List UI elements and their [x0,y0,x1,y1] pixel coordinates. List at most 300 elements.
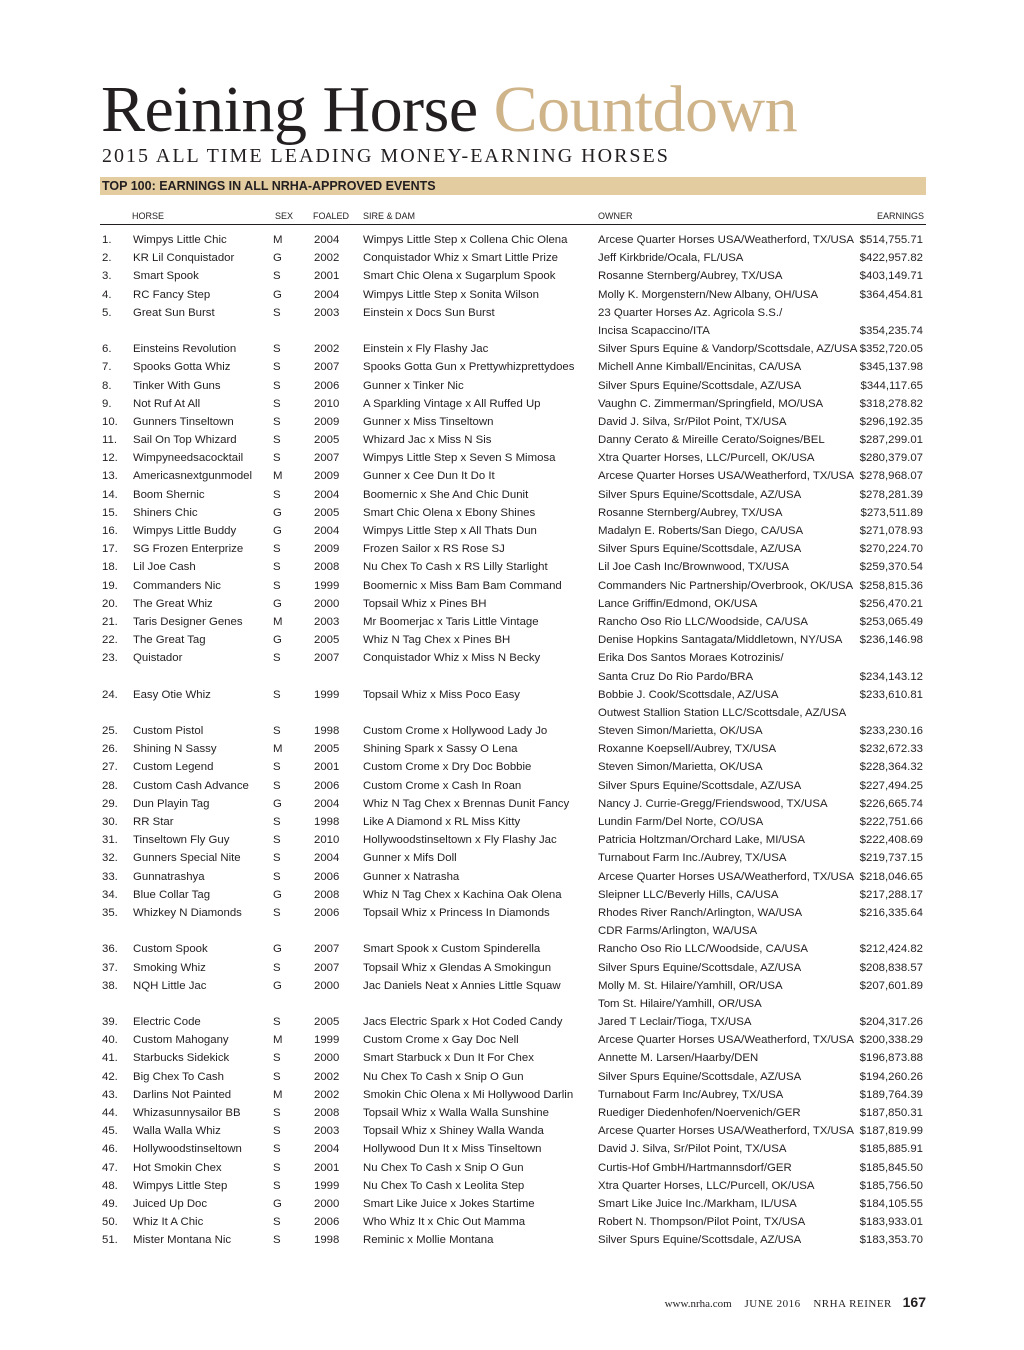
sire-dam: Wimpys Little Step x Collena Chic Olena [363,234,568,246]
foaled-year: 1998 [314,816,340,828]
sire-dam: Nu Chex To Cash x Snip O Gun [363,1070,524,1083]
owner: Rancho Oso Rio LLC/Woodside, CA/USA [598,615,808,628]
foaled-year: 2006 [314,379,340,392]
foaled-year: 2003 [314,1125,340,1138]
earnings: $207,601.89 [859,979,923,992]
horse-name: Great Sun Burst [133,306,215,319]
rank: 12. [102,452,118,465]
horse-name: Hot Smokin Chex [133,1161,222,1174]
rank: 4. [102,288,112,301]
horse-name: Whiz It A Chic [133,1216,204,1229]
earnings: $218,046.65 [859,870,923,883]
header-rule [100,224,926,225]
foaled-year: 2006 [314,906,340,919]
foaled-year: 2007 [314,452,340,465]
owner: Robert N. Thompson/Pilot Point, TX/USA [598,1216,806,1229]
sire-dam: Spooks Gotta Gun x Prettywhizprettydoes [363,361,575,374]
horse-name: Smoking Whiz [133,961,206,974]
table-row [0,1013,1024,1031]
section-band [100,177,926,195]
sire-dam: Jacs Electric Spark x Hot Coded Candy [363,1016,563,1029]
foaled-year: 2009 [314,543,340,556]
earnings: $278,968.07 [859,470,923,483]
foaled-year: 2008 [314,1107,340,1119]
rank: 23. [102,652,118,665]
owner: Patricia Holtzman/Orchard Lake, MI/USA [598,834,806,847]
horse-sex: S [273,1125,281,1138]
earnings: $258,815.36 [859,579,923,592]
owner: Danny Cerato & Mireille Cerato/Soignes/BEL [598,434,825,447]
horse-sex: S [273,306,281,319]
earnings: $232,672.33 [859,743,923,756]
table-row [0,1159,1024,1177]
owner: Smart Like Juice Inc./Markham, IL/USA [598,1197,797,1210]
table-row [0,504,1024,522]
owner: Commanders Nic Partnership/Overbrook, OK/USA [598,579,854,592]
horse-sex: G [273,634,282,647]
rank: 11. [102,434,117,447]
owner: Arcese Quarter Horses USA/Weatherford, TX/USA [598,234,854,246]
foaled-year: 2004 [314,488,340,501]
foaled-year: 2009 [314,470,340,483]
sire-dam: Topsail Whiz x Shiney Walla Wanda [363,1125,544,1138]
foaled-year: 2006 [314,1216,340,1229]
earnings: $226,665.74 [859,797,923,810]
sire-dam: Topsail Whiz x Walla Walla Sunshine [363,1107,549,1119]
foaled-year: 2001 [314,1161,340,1174]
table-row [0,649,1024,667]
earnings: $185,756.50 [859,1179,923,1192]
horse-sex: S [273,961,281,974]
earnings: $200,338.29 [859,1034,923,1047]
earnings: $184,105.55 [859,1197,923,1210]
horse-name: The Great Tag [133,634,206,647]
rank: 7. [102,361,112,374]
horse-name: Americasnextgunmodel [133,470,253,483]
horse-sex: S [273,561,281,574]
horse-sex: M [273,1034,283,1047]
table-row [0,249,1024,267]
foaled-year: 2000 [314,1052,340,1065]
horse-sex: G [273,797,282,810]
header-foaled: FOALED [313,211,350,221]
earnings: $259,370.54 [859,561,923,574]
sire-dam: Like A Diamond x RL Miss Kitty [363,816,521,828]
rank: 35. [102,906,118,919]
rank: 36. [102,943,118,956]
horse-name: Wimpys Little Chic [133,234,227,246]
owner: Silver Spurs Equine/Scottsdale, AZ/USA [598,379,802,392]
sire-dam: Topsail Whiz x Miss Poco Easy [363,688,520,701]
horse-sex: S [273,652,281,665]
earnings: $185,885.91 [859,1143,923,1156]
table-row [0,849,1024,867]
sire-dam: Smart Like Juice x Jokes Startime [363,1197,535,1210]
rank: 38. [102,979,118,992]
owner: Rosanne Sternberg/Aubrey, TX/USA [598,506,783,519]
table-row [0,1213,1024,1231]
page-number: 167 [902,1294,926,1310]
earnings-table [0,231,1024,1250]
footer-magazine: NRHA REINER [813,1298,892,1310]
table-row [0,922,1024,940]
page-footer [665,1294,926,1310]
table-row [0,868,1024,886]
horse-sex: S [273,1216,281,1229]
table-row [0,377,1024,395]
title-accent: Countdown [493,73,798,146]
rank: 31. [102,834,118,847]
footer-date: JUNE 2016 [744,1298,801,1310]
table-row [0,831,1024,849]
table-row [0,704,1024,722]
owner: Bobbie J. Cook/Scottsdale, AZ/USA [598,688,779,701]
rank: 50. [102,1216,118,1229]
owner: Incisa Scapaccino/ITA [598,324,710,337]
horse-name: Gunners Special Nite [133,852,241,865]
table-row [0,613,1024,631]
rank: 1. [102,234,112,246]
earnings: $222,751.66 [859,816,923,828]
horse-name: Wimpys Little Step [133,1179,228,1192]
horse-name: Gunnatrashya [133,870,205,883]
horse-sex: S [273,761,281,774]
rank: 29. [102,797,118,810]
rank: 18. [102,561,118,574]
rank: 20. [102,597,118,610]
owner: Silver Spurs Equine/Scottsdale, AZ/USA [598,1234,802,1247]
horse-sex: G [273,525,282,537]
table-row [0,231,1024,249]
header-sire-dam: SIRE & DAM [363,211,416,221]
owner: Vaughn C. Zimmerman/Springfield, MO/USA [598,397,824,410]
table-row [0,286,1024,304]
horse-sex: G [273,888,282,901]
earnings: $345,137.98 [859,361,923,374]
rank: 40. [102,1034,118,1047]
table-row [0,631,1024,649]
horse-sex: G [273,288,282,301]
footer-url: www.nrha.com [664,1298,732,1310]
earnings: $273,511.89 [860,506,923,519]
foaled-year: 2004 [314,852,340,865]
foaled-year: 2000 [314,597,340,610]
rank: 45. [102,1125,118,1138]
horse-sex: S [273,1234,281,1247]
rank: 51. [102,1234,118,1247]
foaled-year: 1998 [314,725,340,738]
earnings: $280,379.07 [859,452,923,465]
horse-name: SG Frozen Enterprize [133,543,244,556]
horse-sex: G [273,597,282,610]
sire-dam: Topsail Whiz x Princess In Diamonds [363,906,550,919]
horse-name: Custom Mahogany [133,1034,229,1047]
owner: Molly K. Morgenstern/New Albany, OH/USA [598,288,819,301]
sire-dam: Gunner x Mifs Doll [363,852,457,865]
sire-dam: Reminic x Mollie Montana [363,1234,494,1247]
rank: 3. [102,270,112,283]
horse-name: Big Chex To Cash [133,1070,224,1083]
foaled-year: 1998 [314,1234,340,1247]
sire-dam: Gunner x Miss Tinseltown [363,415,494,428]
horse-name: Wimpys Little Buddy [133,525,237,537]
table-row [0,577,1024,595]
horse-sex: S [273,579,281,592]
foaled-year: 2003 [314,615,340,628]
horse-name: Whizasunnysailor BB [133,1107,241,1119]
table-row [0,340,1024,358]
earnings: $228,364.32 [859,761,923,774]
earnings: $271,078.93 [859,525,923,537]
rank: 14. [102,488,118,501]
sire-dam: Topsail Whiz x Glendas A Smokingun [363,961,552,974]
horse-name: RR Star [133,816,174,828]
rank: 30. [102,816,118,828]
earnings: $194,260.26 [859,1070,923,1083]
owner: Michell Anne Kimball/Encinitas, CA/USA [598,361,802,374]
earnings: $422,957.82 [859,252,923,265]
owner: Lil Joe Cash Inc/Brownwood, TX/USA [598,561,789,574]
table-row [0,540,1024,558]
foaled-year: 2005 [314,434,340,447]
rank: 47. [102,1161,118,1174]
owner: Arcese Quarter Horses USA/Weatherford, TX/USA [598,870,854,883]
sire-dam: Who Whiz It x Chic Out Mamma [363,1216,526,1229]
rank: 27. [102,761,118,774]
earnings: $253,065.49 [859,615,923,628]
rank: 28. [102,779,118,792]
sire-dam: Gunner x Tinker Nic [363,379,464,392]
table-row [0,1195,1024,1213]
table-header [100,211,926,223]
horse-name: Darlins Not Painted [133,1088,232,1101]
earnings: $233,610.81 [859,688,923,701]
rank: 49. [102,1197,118,1210]
earnings: $196,873.88 [859,1052,923,1065]
sire-dam: Gunner x Cee Dun It Do It [363,470,495,483]
owner: Sleipner LLC/Beverly Hills, CA/USA [598,888,779,901]
foaled-year: 2004 [314,797,340,810]
owner: Nancy J. Currie-Gregg/Friendswood, TX/USA [598,797,828,810]
owner: Steven Simon/Marietta, OK/USA [598,761,763,774]
earnings: $212,424.82 [859,943,923,956]
table-row [0,777,1024,795]
foaled-year: 2007 [314,961,340,974]
sire-dam: Smokin Chic Olena x Mi Hollywood Darlin [363,1088,574,1101]
rank: 19. [102,579,118,592]
table-row [0,1231,1024,1249]
table-row [0,995,1024,1013]
rank: 46. [102,1143,118,1156]
horse-name: Custom Legend [133,761,214,774]
foaled-year: 2006 [314,870,340,883]
sire-dam: Einstein x Docs Sun Burst [363,306,495,319]
owner: Denise Hopkins Santagata/Middletown, NY/USA [598,634,843,647]
horse-name: Easy Otie Whiz [133,688,211,701]
foaled-year: 2007 [314,652,340,665]
horse-sex: S [273,852,281,865]
table-row [0,904,1024,922]
owner: Santa Cruz Do Rio Pardo/BRA [598,670,754,683]
horse-name: Custom Pistol [133,725,204,738]
horse-sex: G [273,943,282,956]
earnings: $187,850.31 [859,1107,923,1119]
rank: 17. [102,543,118,556]
earnings: $208,838.57 [859,961,923,974]
horse-sex: S [273,816,281,828]
table-row [0,959,1024,977]
horse-sex: S [273,379,281,392]
table-row [0,886,1024,904]
earnings: $233,230.16 [859,725,923,738]
horse-sex: S [273,397,281,410]
sire-dam: Smart Spook x Custom Spinderella [363,943,541,956]
owner: Outwest Stallion Station LLC/Scottsdale, AZ/USA [598,706,847,719]
sire-dam: Wimpys Little Step x All Thats Dun [363,525,537,537]
owner: Ruediger Diedenhofen/Noervenich/GER [598,1107,801,1119]
owner: Rancho Oso Rio LLC/Woodside, CA/USA [598,943,808,956]
earnings: $183,353.70 [859,1234,923,1247]
horse-name: Quistador [133,652,183,665]
earnings: $189,764.39 [859,1088,923,1101]
horse-name: Whizkey N Diamonds [133,906,242,919]
horse-sex: G [273,1197,282,1210]
sire-dam: Nu Chex To Cash x Snip O Gun [363,1161,524,1174]
foaled-year: 2000 [314,979,340,992]
sire-dam: Hollywood Dun It x Miss Tinseltown [363,1143,542,1156]
earnings: $187,819.99 [859,1125,923,1138]
rank: 2. [102,252,112,265]
foaled-year: 2005 [314,743,340,756]
sire-dam: Boomernic x Miss Bam Bam Command [363,579,562,592]
table-row [0,1031,1024,1049]
earnings: $222,408.69 [859,834,923,847]
foaled-year: 2002 [314,252,340,265]
foaled-year: 2009 [314,415,340,428]
table-row [0,395,1024,413]
horse-sex: S [273,488,281,501]
owner: Molly M. St. Hilaire/Yamhill, OR/USA [598,979,783,992]
earnings: $185,845.50 [859,1161,923,1174]
foaled-year: 1999 [314,1179,340,1192]
sire-dam: Frozen Sailor x RS Rose SJ [363,543,505,556]
header-owner: OWNER [598,211,633,221]
horse-sex: S [273,415,281,428]
earnings: $514,755.71 [859,234,923,246]
rank: 44. [102,1107,118,1119]
horse-sex: M [273,470,283,483]
rank: 8. [102,379,112,392]
horse-sex: S [273,270,281,283]
earnings: $204,317.26 [859,1016,923,1029]
owner: Steven Simon/Marietta, OK/USA [598,725,763,738]
owner: Silver Spurs Equine/Scottsdale, AZ/USA [598,543,802,556]
foaled-year: 2005 [314,1016,340,1029]
table-row [0,467,1024,485]
table-row [0,686,1024,704]
horse-name: Custom Spook [133,943,208,956]
sire-dam: Smart Chic Olena x Sugarplum Spook [363,270,556,283]
table-row [0,1122,1024,1140]
earnings: $278,281.39 [859,488,923,501]
foaled-year: 1999 [314,688,340,701]
foaled-year: 2004 [314,1143,340,1156]
foaled-year: 2002 [314,1070,340,1083]
table-row [0,431,1024,449]
horse-name: RC Fancy Step [133,288,211,301]
rank: 9. [102,397,112,410]
foaled-year: 2007 [314,361,340,374]
horse-name: Shiners Chic [133,506,198,519]
table-row [0,522,1024,540]
horse-sex: S [273,452,281,465]
horse-sex: M [273,615,283,628]
earnings: $287,299.01 [859,434,923,447]
owner: Arcese Quarter Horses USA/Weatherford, TX/USA [598,470,854,483]
earnings: $227,494.25 [859,779,923,792]
owner: Roxanne Koepsell/Aubrey, TX/USA [598,743,777,756]
foaled-year: 1999 [314,1034,340,1047]
table-row [0,1177,1024,1195]
horse-name: Boom Shernic [133,488,205,501]
horse-name: Tinker With Guns [133,379,221,392]
earnings: $364,454.81 [859,288,923,301]
rank: 24. [102,688,118,701]
table-row [0,813,1024,831]
foaled-year: 2004 [314,288,340,301]
owner: Silver Spurs Equine & Vandorp/Scottsdale, AZ/USA [598,343,858,356]
horse-sex: S [273,343,281,356]
earnings: $256,470.21 [859,597,923,610]
table-row [0,322,1024,340]
table-row [0,486,1024,504]
rank: 6. [102,343,112,356]
earnings: $354,235.74 [859,324,923,337]
table-row [0,304,1024,322]
horse-sex: G [273,506,282,519]
owner: Lance Griffin/Edmond, OK/USA [598,597,758,610]
table-row [0,722,1024,740]
horse-name: Wimpyneedsacocktail [133,452,244,465]
horse-sex: G [273,252,282,265]
horse-name: Sail On Top Whizard [133,434,237,447]
horse-sex: S [273,779,281,792]
owner: David J. Silva, Sr/Pilot Point, TX/USA [598,415,787,428]
horse-name: Juiced Up Doc [133,1197,208,1210]
horse-name: Walla Walla Whiz [133,1125,221,1138]
owner: Silver Spurs Equine/Scottsdale, AZ/USA [598,1070,802,1083]
horse-name: NQH Little Jac [133,979,207,992]
horse-sex: S [273,1161,281,1174]
horse-sex: S [273,870,281,883]
foaled-year: 2002 [314,343,340,356]
owner: CDR Farms/Arlington, WA/USA [598,925,758,938]
sire-dam: Conquistador Whiz x Miss N Becky [363,652,541,665]
earnings: $344,117.65 [860,379,923,392]
owner: Tom St. Hilaire/Yamhill, OR/USA [598,997,762,1010]
sire-dam: Custom Crome x Hollywood Lady Jo [363,725,548,738]
rank: 22. [102,634,118,647]
sire-dam: Whiz N Tag Chex x Brennas Dunit Fancy [363,797,570,810]
horse-name: Spooks Gotta Whiz [133,361,231,374]
horse-name: Gunners Tinseltown [133,415,234,428]
owner: Rosanne Sternberg/Aubrey, TX/USA [598,270,783,283]
owner: Turnabout Farm Inc./Aubrey, TX/USA [598,852,787,865]
header-earnings: EARNINGS [876,211,924,221]
owner: Silver Spurs Equine/Scottsdale, AZ/USA [598,961,802,974]
table-row [0,668,1024,686]
sire-dam: Einstein x Fly Flashy Jac [363,343,489,356]
